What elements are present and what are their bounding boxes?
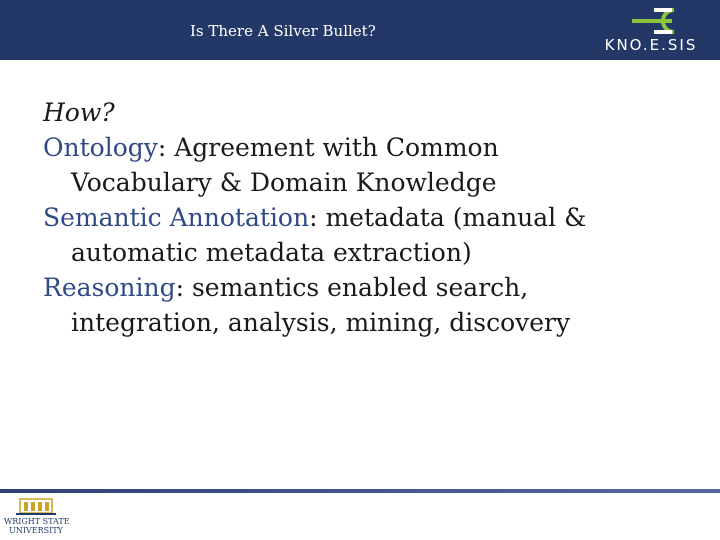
bullet-term: Ontology (43, 133, 158, 162)
knoesis-e-icon (588, 6, 714, 36)
bullet-ontology (43, 130, 703, 200)
question-heading: How? (43, 98, 115, 127)
bullet-term: Semantic Annotation (43, 203, 310, 232)
knoesis-logo (588, 6, 714, 56)
bullet-text: : metadata (manual & (309, 203, 587, 232)
bullet-text-continued: Vocabulary & Domain Knowledge (71, 168, 497, 197)
bullet-text-continued: integration, analysis, mining, discovery (71, 308, 571, 337)
bullet-reasoning (43, 270, 703, 340)
slide-body (43, 95, 703, 340)
logo-line-1: WRIGHT STATE (4, 517, 70, 526)
slide-title: Is There A Silver Bullet? (190, 22, 376, 40)
bullet-text: : semantics enabled search, (175, 273, 529, 302)
knoesis-logo-text: KNO.E.SIS (604, 36, 698, 54)
wright-state-logo-text (4, 517, 68, 535)
bullet-text: : Agreement with Common (157, 133, 499, 162)
bullet-text-continued: automatic metadata extraction) (71, 238, 472, 267)
bullet-semantic-annotation (43, 200, 703, 270)
bullet-term: Reasoning (43, 273, 176, 302)
wright-state-logo (4, 497, 68, 537)
footer-divider (0, 489, 720, 493)
logo-line-2: UNIVERSITY (9, 526, 63, 535)
slide-header (0, 0, 720, 60)
building-icon (4, 497, 68, 517)
